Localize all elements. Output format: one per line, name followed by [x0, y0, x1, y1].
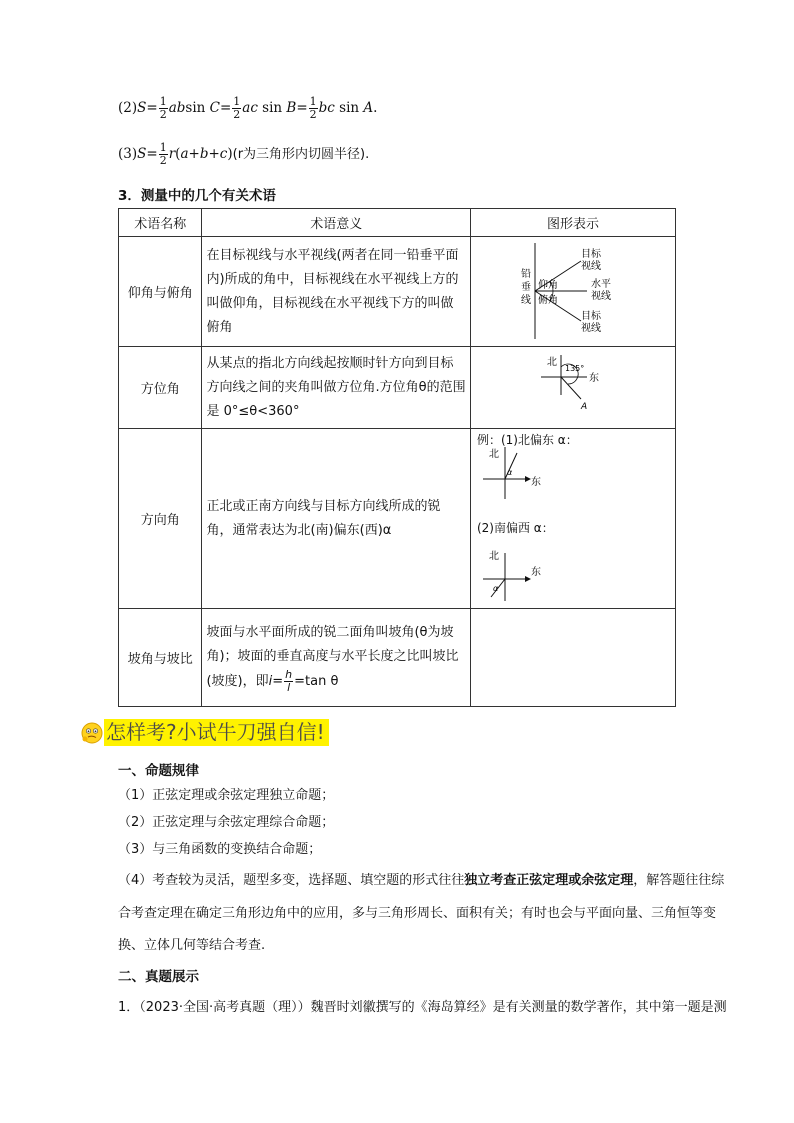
- slope-tan: =tan θ: [294, 674, 339, 689]
- fig1-fujiao: 俯角: [537, 295, 558, 306]
- formula-area-3: (3)S= $\frac{1}{2}$ r(a+b+c)(r为三角形内切圆半径).: [118, 141, 370, 167]
- list-item-continued: 换、立体几何等结合考查.: [118, 938, 266, 953]
- elevation-depression-figure: [475, 237, 671, 345]
- header-term-meaning: 术语意义: [202, 209, 471, 237]
- table-header-row: [119, 209, 676, 237]
- fig3b-north: 北: [488, 551, 499, 562]
- fig3-example-1-label: 例：(1)北偏东 α：: [476, 433, 578, 447]
- slope-h: h: [285, 668, 293, 681]
- fig1-sightline-top: 视线: [580, 261, 601, 272]
- item4-part-a: （4）考查较为灵活，题型多变，选择题、填空题的形式往往: [118, 873, 465, 888]
- list-item: （3）与三角函数的变换结合命题；: [118, 842, 322, 857]
- fig3a-north: 北: [488, 449, 499, 460]
- list-item: [118, 869, 724, 888]
- table-row: [119, 429, 676, 609]
- exam-banner: [80, 719, 329, 746]
- figure-cell: [470, 609, 675, 707]
- item4-bold: 独立考查正弦定理或余弦定理: [464, 873, 634, 888]
- fig3-example-2-label: (2)南偏西 α：: [476, 521, 554, 535]
- fig1-sightline-bottom: 视线: [580, 323, 601, 334]
- row-meaning: 正北或正南方向线与目标方向线所成的锐角，通常表达为北(南)偏东(西)α: [202, 429, 471, 609]
- header-term-figure: 图形表示: [470, 209, 675, 237]
- banner-text: 怎样考?小试牛刀强自信!: [104, 719, 329, 746]
- fig2-point: A: [580, 402, 588, 412]
- fig1-qian: 铅: [520, 269, 531, 280]
- fig1-horizontal-line: 视线: [590, 291, 611, 302]
- fig1-chui: 垂: [520, 282, 531, 293]
- slope-l: l: [287, 681, 291, 694]
- fig1-target-bottom: 目标: [580, 311, 601, 322]
- table-row: [119, 609, 676, 707]
- figure-cell: [470, 347, 675, 429]
- section-1-title: 一、命题规律: [118, 763, 199, 779]
- list-item: （1）正弦定理或余弦定理独立命题；: [118, 788, 335, 803]
- question-1: 1．（2023·全国·高考真题（理））魏晋时刘徽撰写的《海岛算经》是有关测量的数学著作，其中第一题是测: [118, 1000, 727, 1015]
- section-2-title: 二、真题展示: [118, 969, 199, 985]
- section-3-title: 3．测量中的几个有关术语: [118, 188, 276, 204]
- fig1-horizontal: 水平: [590, 279, 611, 290]
- row-name: 仰角与俯角: [119, 237, 202, 347]
- fig3a-alpha: α: [506, 468, 513, 477]
- formula-3-number: (3): [118, 146, 138, 162]
- list-item-continued: 合考查定理在确定三角形边角中的应用，多与三角形周长、面积有关；有时也会与平面向量、三角恒等变: [118, 906, 717, 921]
- header-term-name: 术语名称: [119, 209, 202, 237]
- row-meaning: [202, 609, 471, 707]
- thinking-face-icon: [80, 721, 104, 745]
- fig3b-alpha: α: [492, 584, 499, 593]
- row-meaning: 从某点的指北方向线起按顺时针方向到目标方向线之间的夹角叫做方位角.方位角θ的范围是 0°≤θ<360°: [202, 347, 471, 429]
- row-name: 方向角: [119, 429, 202, 609]
- fig3a-east: 东: [530, 477, 541, 488]
- fig1-target-top: 目标: [580, 249, 601, 260]
- formula-3-note: (r为三角形内切圆半径).: [232, 147, 370, 162]
- fig3b-east: 东: [530, 567, 541, 578]
- fig2-north: 北: [546, 357, 557, 368]
- fig2-angle: 135°: [564, 364, 585, 373]
- formula-area-2: (2)S= $\frac{1}{2}$ absin C= $\frac{1}{2}$ ac sin B= $\frac{1}{2}$ bc sin A.: [118, 95, 378, 121]
- item4-part-b: ，解答题往往综: [633, 873, 725, 888]
- row-meaning: 在目标视线与水平视线(两者在同一铅垂平面内)所成的角中，目标视线在水平视线上方的叫做仰角，目标视线在水平视线下方的叫做俯角: [202, 237, 471, 347]
- fig2-east: 东: [588, 373, 599, 384]
- list-item: （2）正弦定理与余弦定理综合命题；: [118, 815, 335, 830]
- row-name: 方位角: [119, 347, 202, 429]
- figure-cell: [470, 429, 675, 609]
- table-row: [119, 237, 676, 347]
- slope-i: i=: [268, 674, 284, 689]
- figure-cell: [470, 237, 675, 347]
- fig1-yangjiao: 仰角: [537, 280, 558, 291]
- table-row: [119, 347, 676, 429]
- slope-definition: 坡面与水平面所成的锐二面角叫坡角(θ为坡角)；坡面的垂直高度与水平长度之比叫坡比(坡度)，即: [206, 625, 459, 689]
- formula-2-number: (2): [118, 100, 138, 116]
- terms-table: [118, 208, 676, 707]
- azimuth-figure: [475, 347, 671, 427]
- direction-angle-figure-1: [475, 429, 671, 607]
- row-name: 坡角与坡比: [119, 609, 202, 707]
- fig1-xian: 线: [520, 295, 531, 306]
